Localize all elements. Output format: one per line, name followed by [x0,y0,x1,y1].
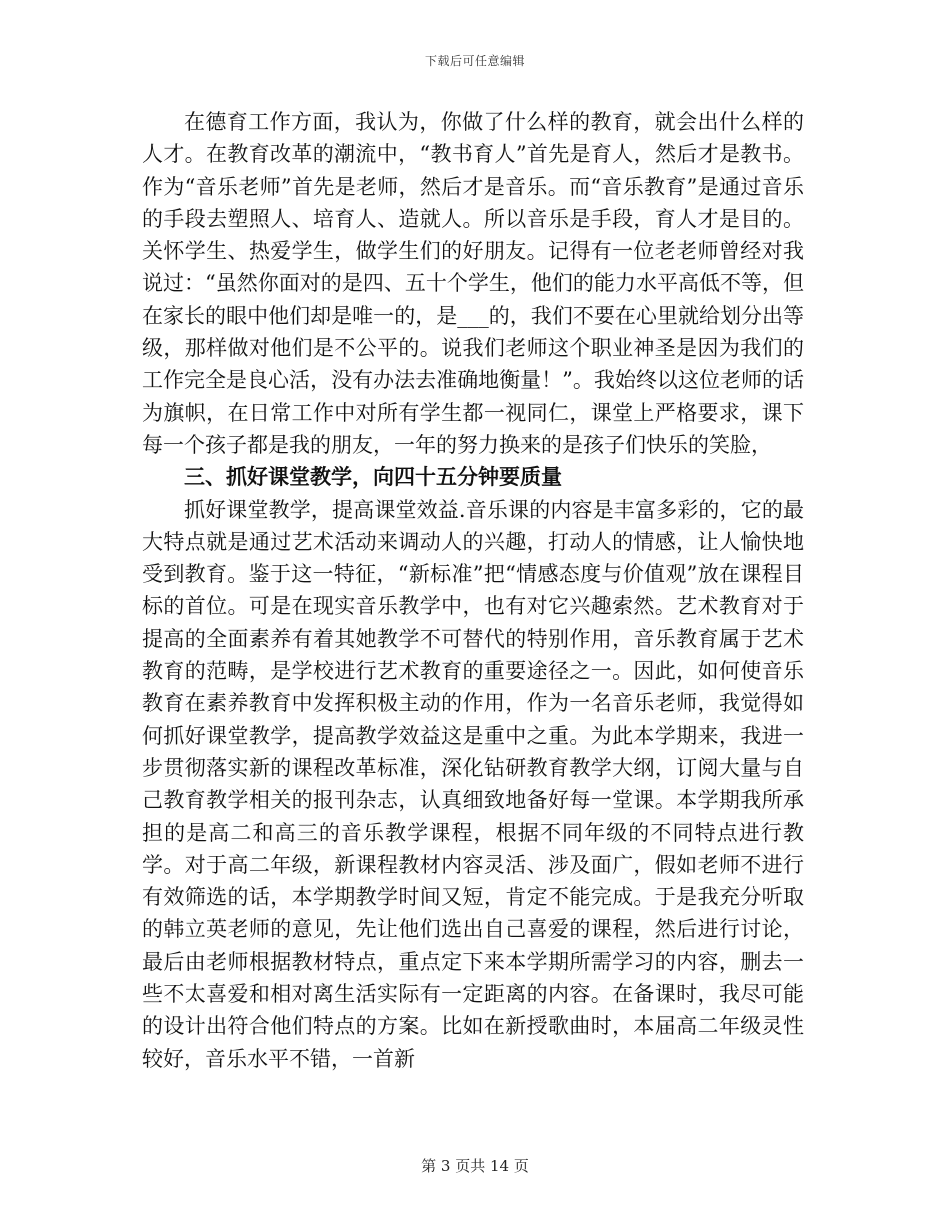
body-paragraph-classroom-teaching: 抓好课堂教学，提高课堂效益.音乐课的内容是丰富多彩的，它的最大特点就是通过艺术活动来调动人的兴趣，打动人的情感，让人愉快地受到教育。鉴于这一特征，“新标准”把“情感态度与价值观”放在课程目标的首位。可是在现实音乐教学中，也有对它兴趣索然。艺术教育对于提高的全面素养有着其她教学不可替代的特别作用，音乐教育属于艺术教育的范畴，是学校进行艺术教育的重要途径之一。因此，如何使音乐教育在素养教育中发挥积极主动的作用，作为一名音乐老师，我觉得如何抓好课堂教学，提高教学效益这是重中之重。为此本学期来，我进一步贯彻落实新的课程改革标准，深化钻研教育教学大纲，订阅大量与自己教育教学相关的报刊杂志，认真细致地备好每一堂课。本学期我所承担的是高二和高三的音乐教学课程，根据不同年级的不同特点进行教学。对于高二年级，新课程教材内容灵活、涉及面广，假如老师不进行有效筛选的话，本学期教学时间又短，肯定不能完成。于是我充分听取的韩立英老师的意见，先让他们选出自己喜爱的课程，然后进行讨论，最后由老师根据教材特点，重点定下来本学期所需学习的内容，删去一些不太喜爱和相对离生活实际有一定距离的内容。在备课时，我尽可能的设计出符合他们特点的方案。比如在新授歌曲时，本届高二年级灵性较好，音乐水平不错，一首新 [142,497,804,1071]
body-paragraph-moral-education: 在德育工作方面，我认为，你做了什么样的教育，就会出什么样的人才。在教育改革的潮流中，“教书育人”首先是育人，然后才是教书。作为“音乐老师”首先是老师，然后才是音乐。而“音乐教育”是通过音乐的手段去塑照人、培育人、造就人。所以音乐是手段，育人才是目的。关怀学生、热爱学生，做学生们的好朋友。记得有一位老老师曾经对我说过：“虽然你面对的是四、五十个学生，他们的能力水平高低不等，但在家长的眼中他们却是唯一的，是___的，我们不要在心里就给划分出等级，那样做对他们是不公平的。说我们老师这个职业神圣是因为我们的工作完全是良心活，没有办法去准确地衡量！”。我始终以这位老师的话为旗帜，在日常工作中对所有学生都一视同仁，课堂上严格要求，课下每一个孩子都是我的朋友，一年的努力换来的是孩子们快乐的笑脸， [142,110,804,457]
page-header: 下载后可任意编辑 [424,54,525,68]
section-heading: 三、抓好课堂教学，向四十五分钟要质量 [184,465,562,490]
document-body [142,106,804,1075]
page-number-footer: 第 3 页共 14 页 [421,1157,529,1175]
